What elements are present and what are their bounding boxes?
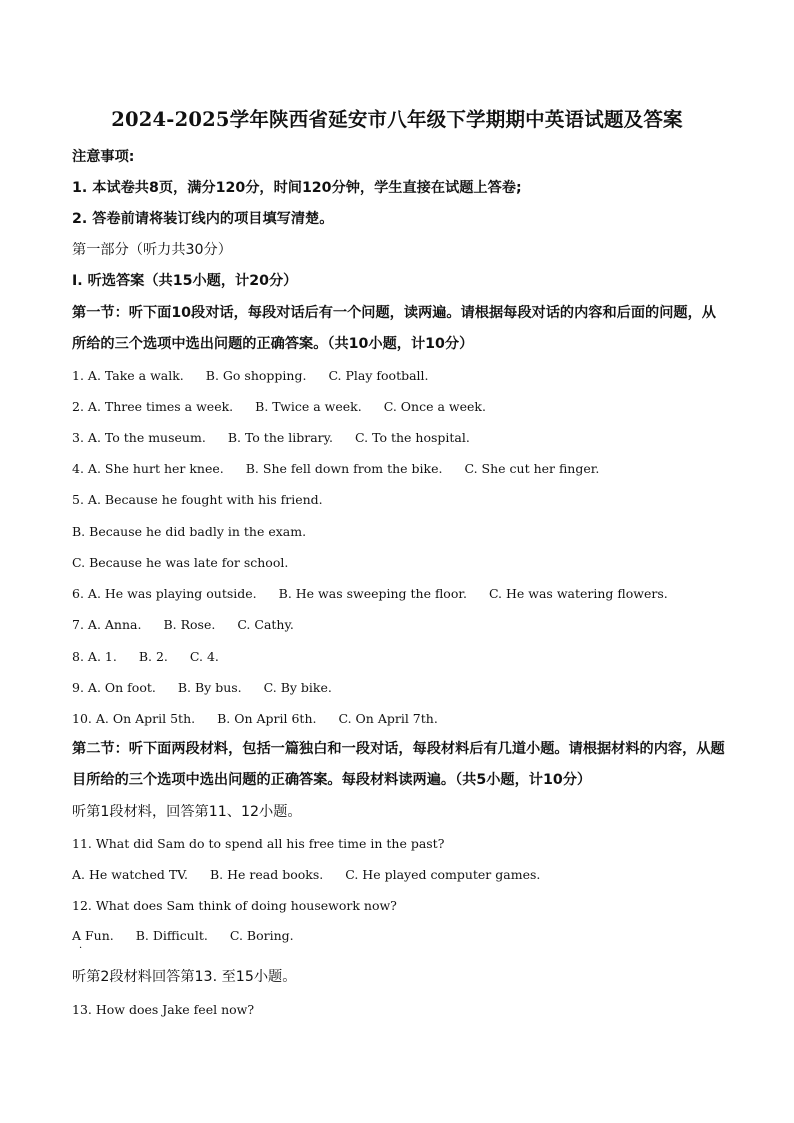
option-b: B. She fell down from the bike.	[245, 461, 443, 476]
option-c: C. To the hospital.	[355, 430, 470, 445]
option-a: A. Because he fought with his friend.	[87, 492, 323, 507]
option-c: C. 4.	[189, 649, 219, 664]
question-7	[72, 617, 726, 632]
question-number: 10.	[72, 711, 92, 726]
option-b: B. Rose.	[163, 617, 216, 632]
question-number: 5.	[72, 492, 84, 507]
option-a: A. She hurt her knee.	[87, 461, 224, 476]
option-a: A. On April 5th.	[95, 711, 196, 726]
option-c: C. He was watering flowers.	[488, 586, 668, 601]
question-2	[72, 399, 726, 414]
question-number: 3.	[72, 430, 84, 445]
option-c: C. By bike.	[263, 680, 332, 695]
question-number: 4.	[72, 461, 84, 476]
question-number: 1.	[72, 368, 84, 383]
question-number: 8.	[72, 649, 84, 664]
option-b: B. He was sweeping the floor.	[278, 586, 467, 601]
option-b: B. 2.	[138, 649, 168, 664]
option-b: B. Difficult.	[135, 928, 208, 943]
option-a: A. 1.	[87, 649, 117, 664]
question-11: 11. What did Sam do to spend all his free time in the past?	[72, 836, 445, 851]
option-b: B. Twice a week.	[255, 399, 362, 414]
question-number: 7.	[72, 617, 84, 632]
question-number: 9.	[72, 680, 84, 695]
option-c: C. Cathy.	[237, 617, 294, 632]
part1-heading: 第一部分（听力共30分）	[72, 242, 232, 258]
option-a: A. He watched TV.	[72, 867, 188, 882]
question-8	[72, 649, 726, 664]
option-b: B. Go shopping.	[205, 368, 307, 383]
question-3	[72, 430, 726, 445]
option-a: A. Three times a week.	[87, 399, 234, 414]
option-a: A. To the museum.	[87, 430, 206, 445]
question-5	[72, 492, 726, 507]
notice-heading: 注意事项:	[72, 149, 135, 165]
section1-instructions-line1: 第一节：听下面10段对话，每段对话后有一个问题，读两遍。请根据每段对话的内容和后面的问题，从	[72, 305, 716, 321]
question-5-option-b: B. Because he did badly in the exam.	[72, 524, 307, 539]
question-11-options	[72, 867, 726, 882]
section1-instructions-line2: 所给的三个选项中选出问题的正确答案。（共10小题，计10分）	[72, 336, 474, 352]
question-4	[72, 461, 726, 476]
material-1-label: 听第1段材料，回答第11、12小题。	[72, 804, 302, 820]
option-a: A. Take a walk.	[87, 368, 184, 383]
option-a: A. Anna.	[87, 617, 142, 632]
section2-instructions-line1: 第二节：听下面两段材料，包括一篇独白和一段对话，每段材料后有几道小题。请根据材料的内容，从题	[72, 741, 725, 757]
option-a: A Fun.	[72, 928, 114, 943]
option-b: B. On April 6th.	[217, 711, 317, 726]
section2-instructions-line2: 目所给的三个选项中选出问题的正确答案。每段材料读两遍。（共5小题，计10分）	[72, 772, 592, 788]
material-2-label: 听第2段材料回答第13. 至15小题。	[72, 969, 297, 985]
question-5-option-c: C. Because he was late for school.	[72, 555, 289, 570]
option-c: C. She cut her finger.	[464, 461, 600, 476]
option-c: C. Once a week.	[383, 399, 486, 414]
option-c: C. On April 7th.	[338, 711, 438, 726]
option-c: C. He played computer games.	[345, 867, 541, 882]
page-title: 2024-2025学年陕西省延安市八年级下学期期中英语试题及答案	[111, 108, 683, 131]
option-a: A. He was playing outside.	[87, 586, 257, 601]
option-b: B. He read books.	[210, 867, 324, 882]
notice-item-2: 2. 答卷前请将装订线内的项目填写清楚。	[72, 211, 334, 227]
option-a: A. On foot.	[87, 680, 156, 695]
question-1	[72, 368, 726, 383]
question-12-options	[72, 928, 726, 943]
question-number: 6.	[72, 586, 84, 601]
question-6	[72, 586, 726, 601]
question-13: 13. How does Jake feel now?	[72, 1002, 255, 1017]
stray-dot-mark: ·	[79, 943, 83, 954]
question-10	[72, 711, 726, 726]
option-c: C. Boring.	[229, 928, 294, 943]
question-12: 12. What does Sam think of doing housework now?	[72, 898, 397, 913]
question-9	[72, 680, 726, 695]
section-i-heading: I. 听选答案（共15小题，计20分）	[72, 273, 298, 289]
option-c: C. Play football.	[328, 368, 429, 383]
option-b: B. To the library.	[227, 430, 334, 445]
notice-item-1: 1. 本试卷共8页，满分120分，时间120分钟，学生直接在试题上答卷;	[72, 180, 522, 196]
question-number: 2.	[72, 399, 84, 414]
option-b: B. By bus.	[177, 680, 242, 695]
